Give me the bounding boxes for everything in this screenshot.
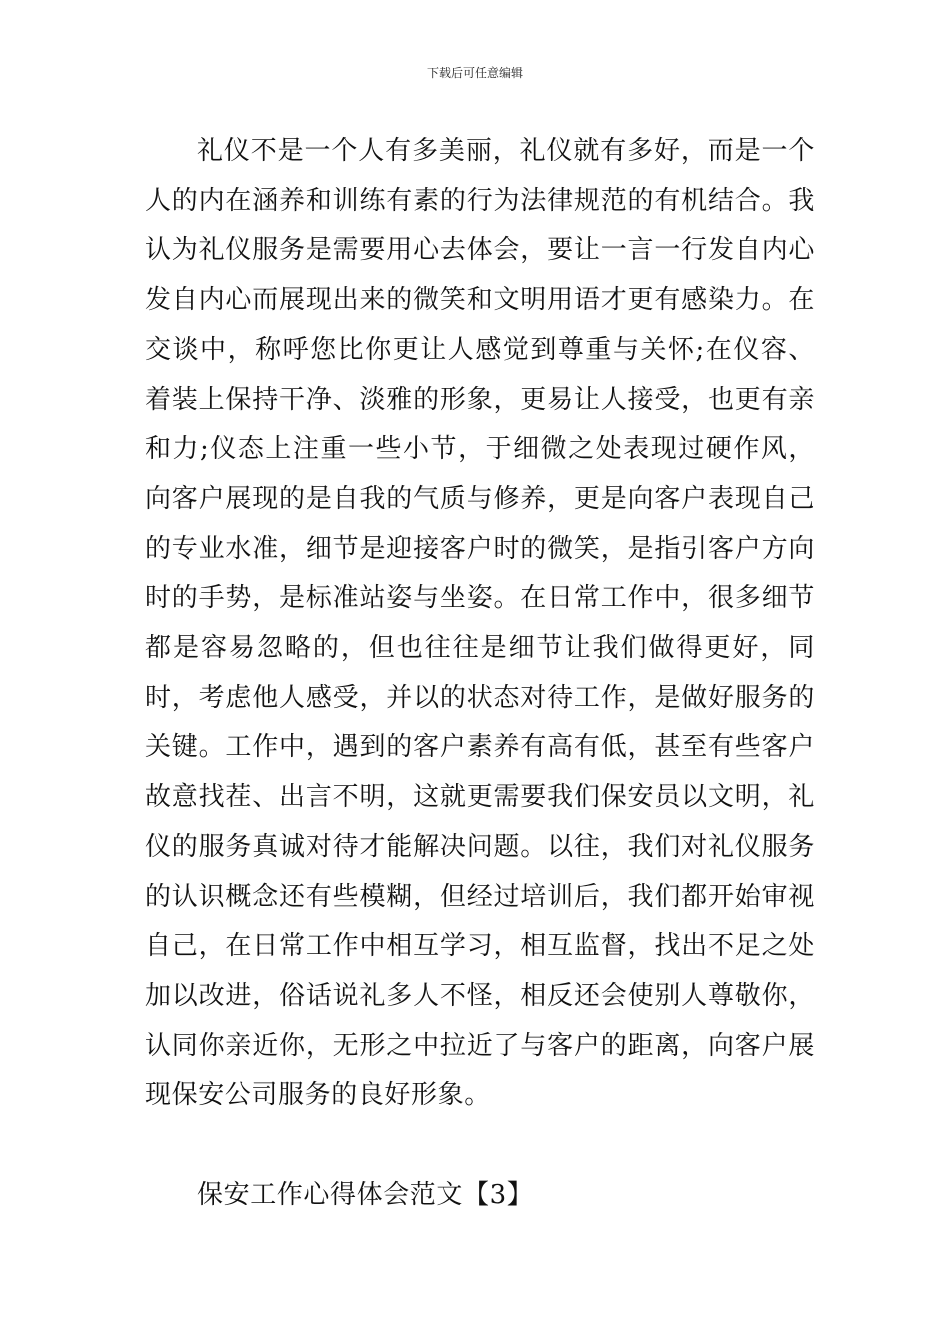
document-body [145,127,815,1121]
page-header-note: 下载后可任意编辑 [426,66,523,80]
section-heading: 保安工作心得体会范文【3】 [197,1180,534,1210]
body-paragraph: 礼仪不是一个人有多美丽，礼仪就有多好，而是一个人的内在涵养和训练有素的行为法律规范的有机结合。我认为礼仪服务是需要用心去体会，要让一言一行发自内心发自内心而展现出来的微笑和文明用语才更有感染力。在交谈中，称呼您比你更让人感觉到尊重与关怀;在仪容、着装上保持干净、淡雅的形象，更易让人接受，也更有亲和力;仪态上注重一些小节，于细微之处表现过硬作风，向客户展现的是自我的气质与修养，更是向客户表现自己的专业水准，细节是迎接客户时的微笑，是指引客户方向时的手势，是标准站姿与坐姿。在日常工作中，很多细节都是容易忽略的，但也往往是细节让我们做得更好，同时，考虑他人感受，并以的状态对待工作，是做好服务的关键。工作中，遇到的客户素养有高有低，甚至有些客户故意找茬、出言不明，这就更需要我们保安员以文明，礼仪的服务真诚对待才能解决问题。以往，我们对礼仪服务的认识概念还有些模糊，但经过培训后，我们都开始审视自己，在日常工作中相互学习，相互监督，找出不足之处加以改进，俗话说礼多人不怪，相反还会使别人尊敬你，认同你亲近你，无形之中拉近了与客户的距离，向客户展现保安公司服务的良好形象。 [145,136,815,1111]
